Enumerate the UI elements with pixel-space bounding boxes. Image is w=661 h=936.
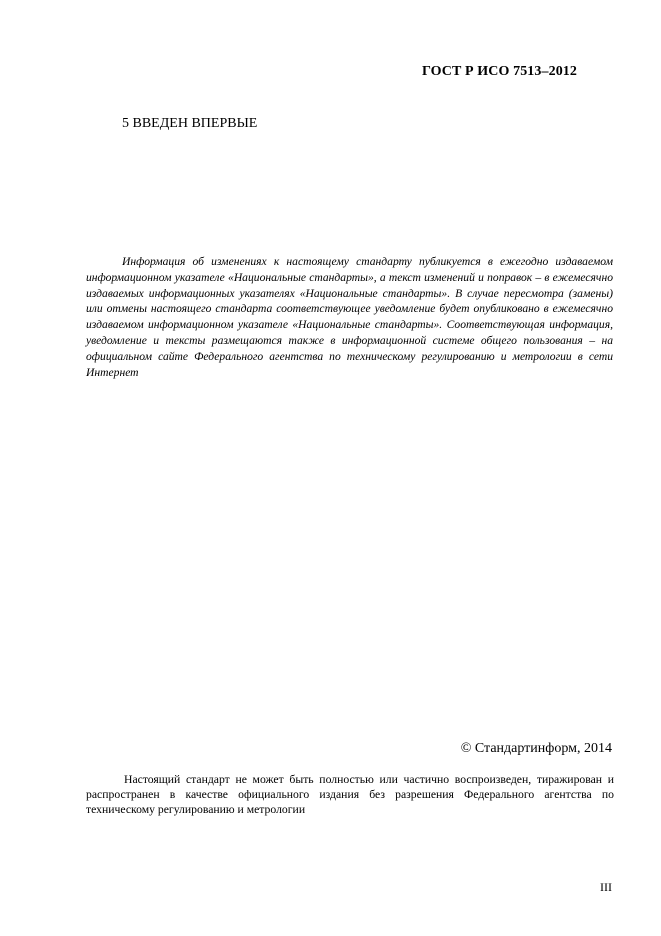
reproduction-notice-paragraph: Настоящий стандарт не может быть полностью или частично воспроизведен, тиражирован и распространен в качестве официального издания без разрешения Федерального агентства по техническому регулированию и метрологии <box>86 773 614 817</box>
page-number: III <box>600 880 612 894</box>
document-code: ГОСТ Р ИСО 7513–2012 <box>421 64 577 79</box>
info-notice-paragraph: Информация об изменениях к настоящему стандарту публикуется в ежегодно издаваемом информационном указателе «Национальные стандарты», а текст изменений и поправок – в ежемесячно издаваемых информационных указателях «Национальные стандарты». В случае пересмотра (замены) или отмены настоящего стандарта соответствующее уведомление будет опубликовано в ежемесячно издаваемом информационном указателе «Национальные стандарты». Соответствующая информация, уведомление и тексты размещаются также в информационной системе общего пользования – на официальном сайте Федерального агентства по техническому регулированию и метрологии в сети Интернет <box>86 255 613 379</box>
copyright-line: © Стандартинформ, 2014 <box>460 741 612 756</box>
section-heading: 5 ВВЕДЕН ВПЕРВЫЕ <box>122 116 258 131</box>
